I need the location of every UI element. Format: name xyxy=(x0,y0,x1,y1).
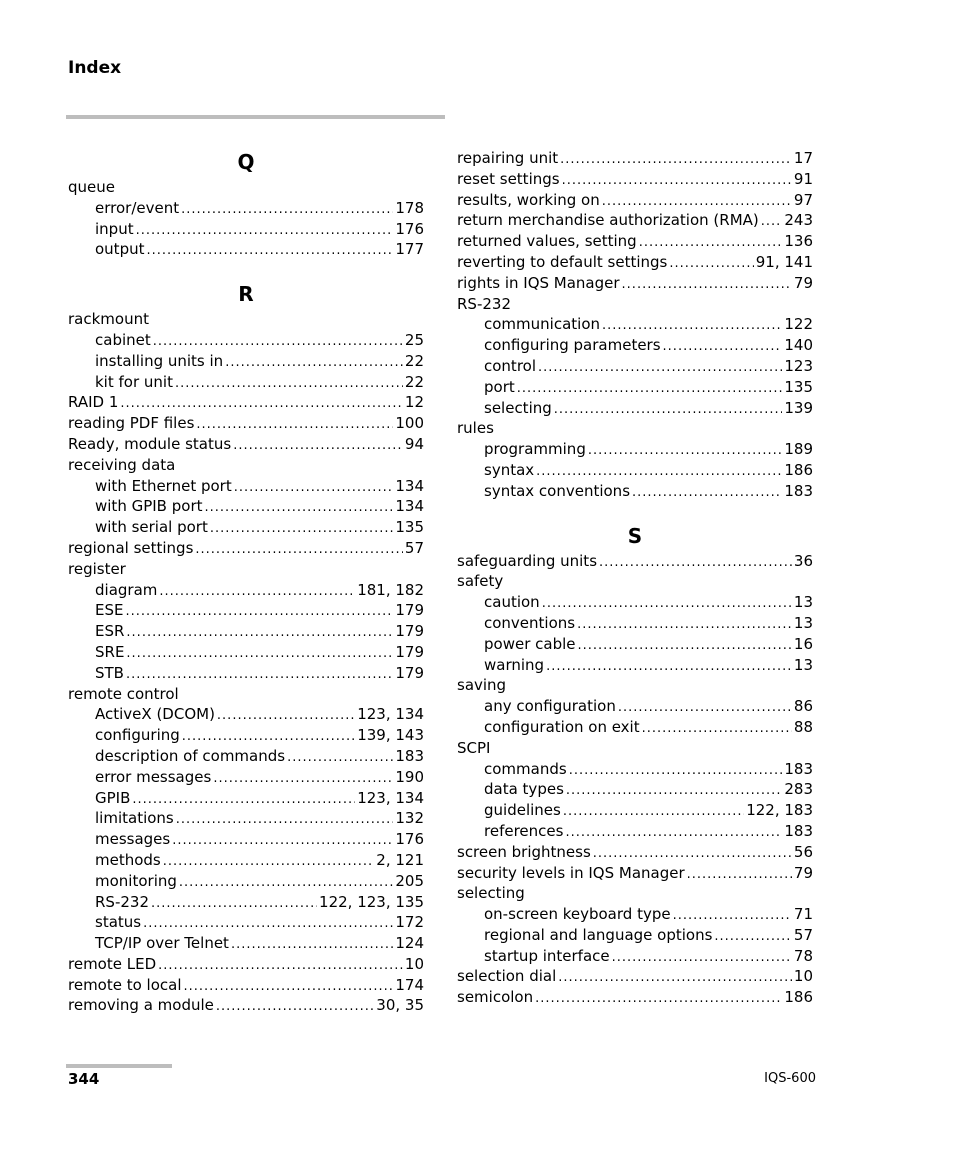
index-page-ref: 124 xyxy=(395,934,424,953)
index-entry xyxy=(457,148,813,169)
index-page-ref: 283 xyxy=(784,780,813,799)
index-entry xyxy=(457,987,813,1008)
index-subentry xyxy=(457,460,813,481)
index-entry-text: control xyxy=(484,356,536,375)
index-entry xyxy=(457,842,813,863)
index-subentry xyxy=(68,496,424,517)
index-page-ref: 30, 35 xyxy=(376,996,424,1015)
index-page-ref: 91, 141 xyxy=(755,252,813,271)
index-entry-text: queue xyxy=(68,178,115,196)
dot-leader xyxy=(566,781,782,800)
dot-leader xyxy=(182,727,355,746)
index-page-ref: 189 xyxy=(784,440,813,459)
dot-leader xyxy=(632,483,782,502)
index-page-ref: 17 xyxy=(793,149,813,167)
index-page-ref: 56 xyxy=(793,842,813,861)
index-page-ref: 132 xyxy=(395,809,424,828)
index-page-ref: 135 xyxy=(784,377,813,396)
dot-leader xyxy=(159,582,355,601)
index-page-ref: 190 xyxy=(395,767,424,786)
index-entry-text: screen brightness xyxy=(457,842,591,861)
index-subentry xyxy=(457,634,813,655)
dot-leader xyxy=(536,462,782,481)
index-entry xyxy=(68,995,424,1016)
index-page-ref: 100 xyxy=(395,414,424,433)
index-entry-text: selecting xyxy=(484,398,552,417)
index-entry xyxy=(68,434,424,455)
dot-leader xyxy=(577,615,792,634)
index-subentry xyxy=(457,717,813,738)
index-page-ref: 78 xyxy=(793,946,813,965)
index-entry-text: SRE xyxy=(95,642,125,661)
index-page-ref: 205 xyxy=(395,871,424,890)
index-subentry xyxy=(457,696,813,717)
index-page-ref: 179 xyxy=(395,642,424,661)
index-entry-text: STB xyxy=(95,663,124,682)
index-subentry xyxy=(457,398,813,419)
dot-leader xyxy=(143,914,393,933)
index-entry-text: RS-232 xyxy=(457,294,511,313)
index-term xyxy=(68,559,424,580)
index-entry-text: references xyxy=(484,821,564,840)
index-page-ref: 183 xyxy=(784,759,813,778)
index-page-ref: 178 xyxy=(395,198,424,217)
index-page-ref: 139 xyxy=(784,398,813,417)
index-subentry xyxy=(457,335,813,356)
index-letter-heading: R xyxy=(238,282,254,307)
index-subentry xyxy=(457,779,813,800)
index-subentry xyxy=(457,314,813,335)
index-entry-text: communication xyxy=(484,315,601,334)
index-page-ref: 243 xyxy=(784,211,813,230)
index-entry-text: RS-232 xyxy=(95,892,149,911)
dot-leader xyxy=(153,332,403,351)
index-subentry xyxy=(68,850,424,871)
dot-leader xyxy=(120,394,403,413)
index-page-ref: 36 xyxy=(793,551,813,570)
index-subentry xyxy=(68,372,424,393)
index-column-right xyxy=(457,148,813,1008)
index-page-ref: 13 xyxy=(793,613,813,632)
dot-leader xyxy=(179,873,393,892)
index-page-ref: 176 xyxy=(395,830,424,849)
dot-leader xyxy=(158,956,403,975)
dot-leader xyxy=(761,212,783,231)
dot-leader xyxy=(217,706,355,725)
index-entry xyxy=(68,975,424,996)
index-term xyxy=(457,883,813,904)
index-page-ref: 186 xyxy=(784,460,813,479)
index-entry-text: monitoring xyxy=(95,871,177,890)
index-page-ref: 13 xyxy=(793,655,813,674)
index-entry-text: RAID 1 xyxy=(68,393,119,412)
index-subentry xyxy=(68,892,424,913)
index-subentry xyxy=(457,821,813,842)
index-page-ref: 22 xyxy=(404,351,424,370)
index-page-ref: 79 xyxy=(793,863,813,882)
index-entry-text: ESR xyxy=(95,622,125,641)
index-subentry xyxy=(68,642,424,663)
index-entry-text: repairing unit xyxy=(457,149,559,167)
index-subentry xyxy=(68,600,424,621)
index-entry-text: error messages xyxy=(95,767,212,786)
index-entry-text: power cable xyxy=(484,634,576,653)
index-entry-text: status xyxy=(95,913,142,932)
index-subentry xyxy=(457,655,813,676)
index-page-ref: 140 xyxy=(784,336,813,355)
index-entry-text: description of commands xyxy=(95,746,286,765)
dot-leader xyxy=(602,316,782,335)
index-entry-text: any configuration xyxy=(484,697,616,716)
index-subentry xyxy=(68,788,424,809)
index-entry-text: diagram xyxy=(95,580,158,599)
index-page-ref: 179 xyxy=(395,622,424,641)
header-rule xyxy=(66,115,445,119)
index-page-ref: 2, 121 xyxy=(376,850,424,869)
dot-leader xyxy=(588,441,783,460)
index-subentry xyxy=(457,925,813,946)
index-entry-text: selection dial xyxy=(457,967,557,986)
index-subentry xyxy=(457,759,813,780)
index-page-ref: 135 xyxy=(395,518,424,537)
dot-leader xyxy=(210,519,394,538)
index-entry-text: return merchandise authorization (RMA) xyxy=(457,211,759,230)
dot-leader xyxy=(714,927,792,946)
dot-leader xyxy=(181,200,393,219)
dot-leader xyxy=(569,761,783,780)
index-term xyxy=(457,418,813,439)
index-subentry xyxy=(68,829,424,850)
dot-leader xyxy=(535,989,782,1008)
dot-leader xyxy=(205,498,394,517)
index-subentry xyxy=(68,871,424,892)
dot-leader xyxy=(126,623,393,642)
index-page-ref: 12 xyxy=(404,393,424,412)
dot-leader xyxy=(136,221,394,240)
index-entry-text: warning xyxy=(484,655,545,674)
index-page-ref: 122, 123, 135 xyxy=(319,892,424,911)
dot-leader xyxy=(176,810,394,829)
index-term xyxy=(457,738,813,759)
index-entry-text: semicolon xyxy=(457,988,534,1007)
dot-leader xyxy=(599,553,792,572)
index-entry-text: with GPIB port xyxy=(95,497,203,516)
index-subentry xyxy=(68,351,424,372)
dot-leader xyxy=(642,719,792,738)
index-page-ref: 186 xyxy=(784,988,813,1007)
index-entry-text: SCPI xyxy=(457,738,491,757)
index-page-ref: 16 xyxy=(793,634,813,653)
index-subentry xyxy=(68,330,424,351)
dot-leader xyxy=(578,636,792,655)
index-page-ref: 181, 182 xyxy=(357,580,424,599)
dot-leader xyxy=(517,379,783,398)
index-entry-text: ActiveX (DCOM) xyxy=(95,705,215,724)
index-page-ref: 179 xyxy=(395,663,424,682)
dot-leader xyxy=(213,769,393,788)
dot-leader xyxy=(126,644,393,663)
index-entry-text: input xyxy=(95,219,134,238)
index-entry-text: syntax xyxy=(484,460,535,479)
dot-leader xyxy=(602,192,792,211)
index-entry xyxy=(457,273,813,294)
footer-rule xyxy=(66,1064,172,1068)
index-entry-text: removing a module xyxy=(68,996,214,1015)
dot-leader xyxy=(126,665,393,684)
index-entry-text: error/event xyxy=(95,198,180,217)
index-page-ref: 123 xyxy=(784,356,813,375)
dot-leader xyxy=(234,478,394,497)
dot-leader xyxy=(546,657,792,676)
index-entry-text: saving xyxy=(457,676,507,695)
index-page-ref: 139, 143 xyxy=(357,726,424,745)
index-entry-text: cabinet xyxy=(95,330,151,349)
dot-leader xyxy=(225,353,403,372)
index-entry-text: Ready, module status xyxy=(68,434,232,453)
index-entry xyxy=(457,231,813,252)
index-subentry xyxy=(457,592,813,613)
index-page-ref: 136 xyxy=(784,232,813,251)
index-entry-text: installing units in xyxy=(95,351,224,370)
index-entry xyxy=(457,863,813,884)
section-gap xyxy=(457,502,813,522)
index-entry xyxy=(457,551,813,572)
dot-leader xyxy=(175,374,403,393)
page-number: 344 xyxy=(68,1070,100,1088)
index-entry-text: reverting to default settings xyxy=(457,252,668,271)
index-entry-text: ESE xyxy=(95,601,124,620)
index-subentry xyxy=(457,800,813,821)
dot-leader xyxy=(151,894,317,913)
dot-leader xyxy=(196,415,393,434)
index-entry-text: rackmount xyxy=(68,310,149,329)
dot-leader xyxy=(622,275,792,294)
index-column-left xyxy=(68,148,424,1016)
dot-leader xyxy=(172,831,393,850)
dot-leader xyxy=(663,337,783,356)
index-entry-text: data types xyxy=(484,780,564,799)
dot-leader xyxy=(673,906,792,925)
index-page-ref: 174 xyxy=(395,975,424,994)
index-page-ref: 183 xyxy=(784,481,813,500)
index-entry xyxy=(457,210,813,231)
index-subentry xyxy=(68,767,424,788)
index-entry-text: results, working on xyxy=(457,190,600,209)
dot-leader xyxy=(562,171,792,190)
index-letter-heading: S xyxy=(627,523,643,548)
index-subentry xyxy=(68,725,424,746)
index-page-ref: 176 xyxy=(395,219,424,238)
dot-leader xyxy=(612,948,792,967)
index-subentry xyxy=(68,580,424,601)
index-entry-text: kit for unit xyxy=(95,372,173,391)
index-entry-text: caution xyxy=(484,593,540,612)
index-entry xyxy=(457,169,813,190)
index-entry-text: port xyxy=(484,377,515,396)
dot-leader xyxy=(669,254,753,273)
index-term xyxy=(68,309,424,330)
index-subentry xyxy=(68,219,424,240)
dot-leader xyxy=(132,790,355,809)
index-subentry xyxy=(68,704,424,725)
dot-leader xyxy=(287,748,393,767)
index-subentry xyxy=(68,476,424,497)
index-subentry xyxy=(68,517,424,538)
index-entry-text: syntax conventions xyxy=(484,481,631,500)
dot-leader xyxy=(233,436,403,455)
index-subentry xyxy=(68,621,424,642)
index-page-ref: 10 xyxy=(793,967,813,986)
index-entry-text: output xyxy=(95,240,145,259)
dot-leader xyxy=(560,150,792,169)
index-subentry xyxy=(68,933,424,954)
index-entry-text: receiving data xyxy=(68,455,176,474)
index-entry-text: configuration on exit xyxy=(484,717,640,736)
index-entry xyxy=(68,392,424,413)
index-subentry xyxy=(68,912,424,933)
index-page-ref: 86 xyxy=(793,697,813,716)
index-entry-text: configuring xyxy=(95,726,180,745)
index-subentry xyxy=(68,239,424,260)
dot-leader xyxy=(563,802,744,821)
page-title: Index xyxy=(68,58,122,78)
index-subentry xyxy=(457,439,813,460)
index-page-ref: 122 xyxy=(784,315,813,334)
index-entry-text: returned values, setting xyxy=(457,232,637,251)
index-entry-text: reading PDF files xyxy=(68,414,195,433)
dot-leader xyxy=(593,844,792,863)
dot-leader xyxy=(163,852,375,871)
index-subentry xyxy=(457,613,813,634)
dot-leader xyxy=(639,233,783,252)
index-entry-text: on-screen keyboard type xyxy=(484,905,671,924)
index-entry-text: rights in IQS Manager xyxy=(457,273,620,292)
index-page-ref: 183 xyxy=(395,746,424,765)
index-page-ref: 172 xyxy=(395,913,424,932)
index-entry-text: register xyxy=(68,559,126,578)
index-entry-text: regional settings xyxy=(68,538,194,557)
index-page-ref: 183 xyxy=(784,821,813,840)
index-entry-text: security levels in IQS Manager xyxy=(457,863,685,882)
index-entry-text: commands xyxy=(484,759,567,778)
index-page-ref: 123, 134 xyxy=(357,788,424,807)
index-entry-text: limitations xyxy=(95,809,174,828)
dot-leader xyxy=(146,241,393,260)
index-page-ref: 71 xyxy=(793,905,813,924)
dot-leader xyxy=(125,602,393,621)
index-entry-text: safety xyxy=(457,572,504,591)
index-page-ref: 79 xyxy=(793,273,813,292)
index-entry-text: conventions xyxy=(484,613,576,632)
index-entry xyxy=(457,190,813,211)
index-entry-text: GPIB xyxy=(95,788,131,807)
dot-leader xyxy=(195,540,403,559)
dot-leader xyxy=(558,968,792,987)
index-entry-text: remote LED xyxy=(68,954,157,973)
index-entry xyxy=(68,413,424,434)
dot-leader xyxy=(542,594,792,613)
index-entry-text: configuring parameters xyxy=(484,336,661,355)
index-entry-text: remote control xyxy=(68,684,179,703)
index-page-ref: 10 xyxy=(404,954,424,973)
index-subentry xyxy=(68,808,424,829)
index-entry xyxy=(457,252,813,273)
dot-leader xyxy=(184,977,394,996)
dot-leader xyxy=(618,698,792,717)
index-page-ref: 22 xyxy=(404,372,424,391)
dot-leader xyxy=(554,400,783,419)
index-page-ref: 88 xyxy=(793,717,813,736)
index-term xyxy=(68,455,424,476)
dot-leader xyxy=(216,997,374,1016)
index-entry xyxy=(457,966,813,987)
index-term xyxy=(457,294,813,315)
index-page-ref: 123, 134 xyxy=(357,705,424,724)
index-subentry xyxy=(68,198,424,219)
dot-leader xyxy=(538,358,782,377)
index-entry-text: selecting xyxy=(457,884,525,903)
index-entry-text: regional and language options xyxy=(484,925,713,944)
dot-leader xyxy=(565,823,782,842)
index-entry-text: reset settings xyxy=(457,169,560,188)
index-entry-text: safeguarding units xyxy=(457,551,598,570)
index-page-ref: 25 xyxy=(404,330,424,349)
index-page-ref: 122, 183 xyxy=(746,801,813,820)
index-term xyxy=(68,177,424,198)
index-page-ref: 177 xyxy=(395,240,424,259)
index-term xyxy=(457,571,813,592)
index-letter-heading: Q xyxy=(237,150,255,174)
index-page-ref: 134 xyxy=(395,476,424,495)
dot-leader xyxy=(687,865,792,884)
index-entry-text: guidelines xyxy=(484,801,561,820)
index-page-ref: 94 xyxy=(404,434,424,453)
index-page-ref: 179 xyxy=(395,601,424,620)
index-entry-text: remote to local xyxy=(68,975,182,994)
section-gap xyxy=(68,260,424,280)
index-subentry xyxy=(68,663,424,684)
index-entry xyxy=(68,954,424,975)
index-entry xyxy=(68,538,424,559)
index-page-ref: 97 xyxy=(793,190,813,209)
index-entry-text: with serial port xyxy=(95,518,208,537)
index-entry-text: messages xyxy=(95,830,171,849)
index-entry-text: startup interface xyxy=(484,946,610,965)
index-entry-text: TCP/IP over Telnet xyxy=(95,934,229,953)
index-entry-text: programming xyxy=(484,440,586,459)
index-subentry xyxy=(457,946,813,967)
index-page-ref: 91 xyxy=(793,169,813,188)
index-subentry xyxy=(457,356,813,377)
index-page-ref: 134 xyxy=(395,497,424,516)
document-name: IQS-600 xyxy=(764,1071,816,1086)
index-subentry xyxy=(457,481,813,502)
index-subentry xyxy=(457,377,813,398)
dot-leader xyxy=(231,935,393,954)
index-entry-text: rules xyxy=(457,419,494,438)
index-term xyxy=(457,675,813,696)
index-subentry xyxy=(68,746,424,767)
index-page-ref: 57 xyxy=(404,538,424,557)
index-entry-text: with Ethernet port xyxy=(95,476,232,495)
index-term xyxy=(68,684,424,705)
index-page-ref: 13 xyxy=(793,593,813,612)
index-page-ref: 57 xyxy=(793,925,813,944)
index-subentry xyxy=(457,904,813,925)
index-entry-text: methods xyxy=(95,850,161,869)
